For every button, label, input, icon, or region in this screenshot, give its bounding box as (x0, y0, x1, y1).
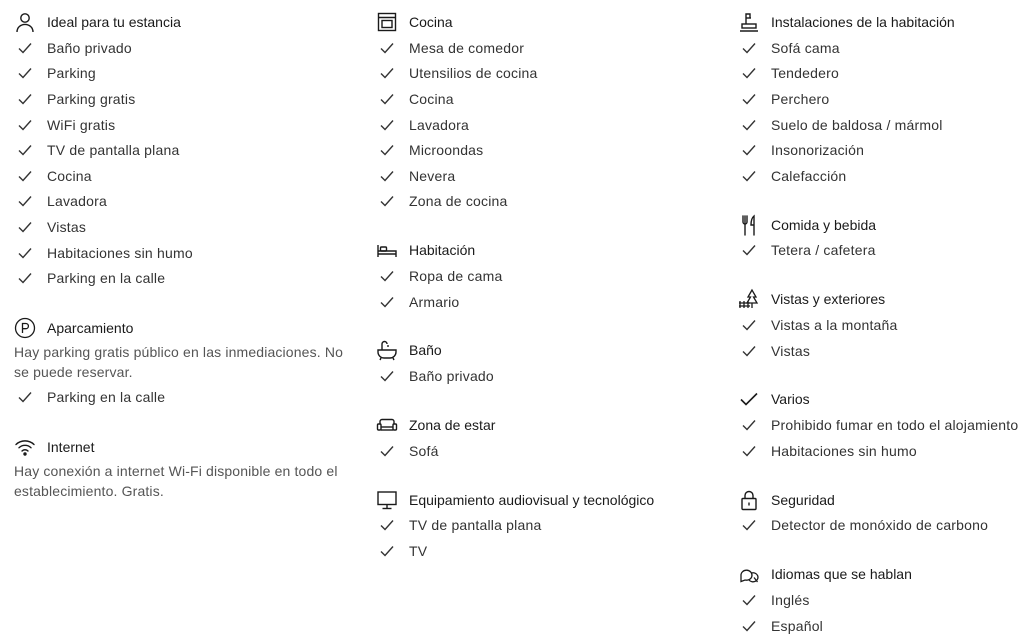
list-item (376, 538, 716, 564)
check-icon (14, 242, 36, 264)
list-item (14, 265, 354, 291)
section-title: Internet (47, 438, 95, 455)
list-item (376, 137, 716, 163)
checkmark-icon (738, 388, 760, 410)
list-item-label: Perchero (771, 90, 830, 107)
tree-fence-icon (738, 288, 760, 310)
list-item (14, 163, 354, 189)
feature-list (14, 384, 354, 410)
list-item (14, 384, 354, 410)
check-icon (376, 365, 398, 387)
list-item-label: Ropa de cama (409, 267, 503, 284)
check-icon (738, 589, 760, 611)
check-icon (14, 114, 36, 136)
check-icon (376, 37, 398, 59)
list-item-label: Vistas a la montaña (771, 316, 898, 333)
list-item (738, 338, 1024, 364)
section-cocina (376, 0, 716, 214)
list-item (738, 312, 1024, 338)
check-icon (738, 62, 760, 84)
bed-icon (376, 239, 398, 261)
list-item (738, 137, 1024, 163)
check-icon (738, 340, 760, 362)
list-item-label: Tetera / cafetera (771, 242, 876, 259)
list-item (376, 61, 716, 87)
feature-list (738, 238, 1024, 264)
list-item-label: Microondas (409, 142, 484, 159)
feature-list (738, 513, 1024, 539)
list-item-label: Mesa de comedor (409, 39, 525, 56)
list-item (738, 112, 1024, 138)
wifi-icon (14, 436, 36, 458)
check-icon (376, 139, 398, 161)
monitor-icon (376, 489, 398, 511)
list-item-label: Parking (47, 65, 96, 82)
check-icon (738, 414, 760, 436)
section-header (738, 277, 1024, 312)
section-header (738, 203, 1024, 238)
feature-list (738, 587, 1024, 638)
list-item-label: Parking en la calle (47, 270, 166, 287)
section-title: Habitación (409, 242, 476, 259)
section-header (376, 403, 716, 438)
sofa-icon (376, 414, 398, 436)
section-title: Aparcamiento (47, 319, 134, 336)
section-title: Ideal para tu estancia (47, 14, 181, 30)
check-icon (376, 440, 398, 462)
feature-list (376, 363, 716, 389)
feature-list (376, 438, 716, 464)
feature-list (376, 263, 716, 314)
list-item (14, 35, 354, 61)
section-header (376, 478, 716, 513)
section-description: Hay parking gratis público en las inmediaciones. No se puede reservar. (14, 343, 344, 380)
parking-icon (14, 317, 36, 339)
section-varios (738, 377, 1024, 463)
check-icon (738, 239, 760, 261)
column-1 (14, 0, 354, 503)
list-item-label: Sofá (409, 442, 439, 459)
list-item (14, 240, 354, 266)
list-item (14, 214, 354, 240)
check-icon (14, 267, 36, 289)
list-item-label: Lavadora (47, 193, 107, 210)
section-audiovisual (376, 478, 716, 564)
list-item-label: TV (409, 542, 428, 559)
list-item-label: Tendedero (771, 65, 839, 82)
check-icon (376, 114, 398, 136)
list-item (738, 513, 1024, 539)
list-item-label: Lavadora (409, 116, 469, 133)
list-item-label: Baño privado (47, 39, 132, 56)
check-icon (376, 540, 398, 562)
list-item-label: Habitaciones sin humo (47, 244, 193, 261)
section-title: Baño (409, 342, 442, 359)
check-icon (376, 265, 398, 287)
lock-icon (738, 489, 760, 511)
section-header (738, 377, 1024, 412)
section-title: Instalaciones de la habitación (771, 14, 955, 30)
section-zona-estar (376, 403, 716, 464)
check-icon (376, 62, 398, 84)
check-icon (738, 514, 760, 536)
list-item (376, 86, 716, 112)
list-item-label: Zona de cocina (409, 193, 508, 210)
list-item (14, 137, 354, 163)
list-item (14, 189, 354, 215)
check-icon (14, 165, 36, 187)
list-item-label: Armario (409, 293, 460, 310)
check-icon (14, 386, 36, 408)
list-item-label: Habitaciones sin humo (771, 442, 917, 459)
check-icon (376, 514, 398, 536)
cutlery-icon (738, 214, 760, 236)
check-icon (14, 62, 36, 84)
list-item (738, 163, 1024, 189)
section-header (14, 306, 354, 341)
check-icon (738, 615, 760, 637)
list-item (14, 112, 354, 138)
list-item-label: Baño privado (409, 368, 494, 385)
feature-list (376, 35, 716, 214)
list-item-label: Inglés (771, 591, 810, 608)
section-parking (14, 306, 354, 410)
section-header (738, 478, 1024, 513)
check-icon (376, 165, 398, 187)
section-internet (14, 425, 354, 501)
list-item (376, 289, 716, 315)
list-item-label: Vistas (47, 218, 87, 235)
feature-list (376, 513, 716, 564)
section-header (376, 228, 716, 263)
check-icon (14, 139, 36, 161)
check-icon (14, 216, 36, 238)
list-item-label: Español (771, 617, 823, 634)
section-title: Equipamiento audiovisual y tecnológico (409, 491, 655, 508)
feature-list (738, 35, 1024, 189)
section-title: Vistas y exteriores (771, 291, 886, 308)
section-seguridad (738, 478, 1024, 539)
list-item (738, 587, 1024, 613)
section-instalaciones (738, 0, 1024, 189)
section-ideal (14, 0, 354, 291)
check-icon (738, 165, 760, 187)
list-item-label: Cocina (47, 167, 92, 184)
list-item-label: WiFi gratis (47, 116, 116, 133)
section-header (14, 425, 354, 460)
list-item (376, 35, 716, 61)
list-item-label: Suelo de baldosa / mármol (771, 116, 943, 133)
section-header (376, 328, 716, 363)
section-header (376, 0, 716, 35)
section-comida (738, 203, 1024, 264)
check-icon (738, 314, 760, 336)
list-item-label: Cocina (409, 90, 454, 107)
list-item (376, 189, 716, 215)
section-habitacion (376, 228, 716, 314)
room-amenities-icon (738, 11, 760, 33)
list-item-label: Vistas (771, 342, 811, 359)
list-item-label: TV de pantalla plana (47, 142, 180, 159)
list-item (376, 363, 716, 389)
check-icon (14, 37, 36, 59)
section-header (14, 0, 354, 35)
list-item-label: Sofá cama (771, 39, 840, 56)
list-item (376, 513, 716, 539)
check-icon (14, 88, 36, 110)
list-item-label: Insonorización (771, 142, 865, 159)
check-icon (738, 88, 760, 110)
list-item (738, 35, 1024, 61)
section-bano (376, 328, 716, 389)
section-title: Zona de estar (409, 416, 496, 433)
list-item-label: Detector de monóxido de carbono (771, 517, 989, 534)
column-3 (738, 0, 1024, 638)
list-item (738, 61, 1024, 87)
list-item (376, 112, 716, 138)
check-icon (738, 139, 760, 161)
list-item (376, 263, 716, 289)
list-item-label: TV de pantalla plana (409, 517, 542, 534)
bathtub-icon (376, 339, 398, 361)
check-icon (738, 440, 760, 462)
section-vistas (738, 277, 1024, 363)
check-icon (376, 291, 398, 313)
oven-icon (376, 11, 398, 33)
list-item (14, 61, 354, 87)
section-header (738, 0, 1024, 35)
section-title: Comida y bebida (771, 216, 877, 233)
section-title: Seguridad (771, 491, 835, 508)
section-header (738, 552, 1024, 587)
speech-bubbles-icon (738, 563, 760, 585)
check-icon (376, 190, 398, 212)
list-item-label: Nevera (409, 167, 456, 184)
section-title: Cocina (409, 14, 453, 30)
list-item-label: Calefacción (771, 167, 847, 184)
list-item-label: Parking gratis (47, 90, 136, 107)
list-item (14, 86, 354, 112)
feature-list (738, 412, 1024, 463)
list-item (376, 438, 716, 464)
list-item (738, 438, 1024, 464)
list-item-label: Prohibido fumar en todo el alojamiento (771, 417, 1019, 434)
list-item (376, 163, 716, 189)
person-icon (14, 11, 36, 33)
list-item-label: Utensilios de cocina (409, 65, 538, 82)
check-icon (738, 37, 760, 59)
check-icon (738, 114, 760, 136)
section-description: Hay conexión a internet Wi-Fi disponible en todo el establecimiento. Gratis. (14, 462, 338, 499)
check-icon (14, 190, 36, 212)
section-idiomas (738, 552, 1024, 638)
section-title: Idiomas que se hablan (771, 566, 912, 583)
list-item (738, 613, 1024, 638)
check-icon (376, 88, 398, 110)
list-item-label: Parking en la calle (47, 388, 166, 405)
column-2 (376, 0, 716, 564)
feature-list (738, 312, 1024, 363)
list-item (738, 86, 1024, 112)
section-title: Varios (771, 391, 810, 408)
feature-list (14, 35, 354, 291)
list-item (738, 412, 1024, 438)
list-item (738, 238, 1024, 264)
